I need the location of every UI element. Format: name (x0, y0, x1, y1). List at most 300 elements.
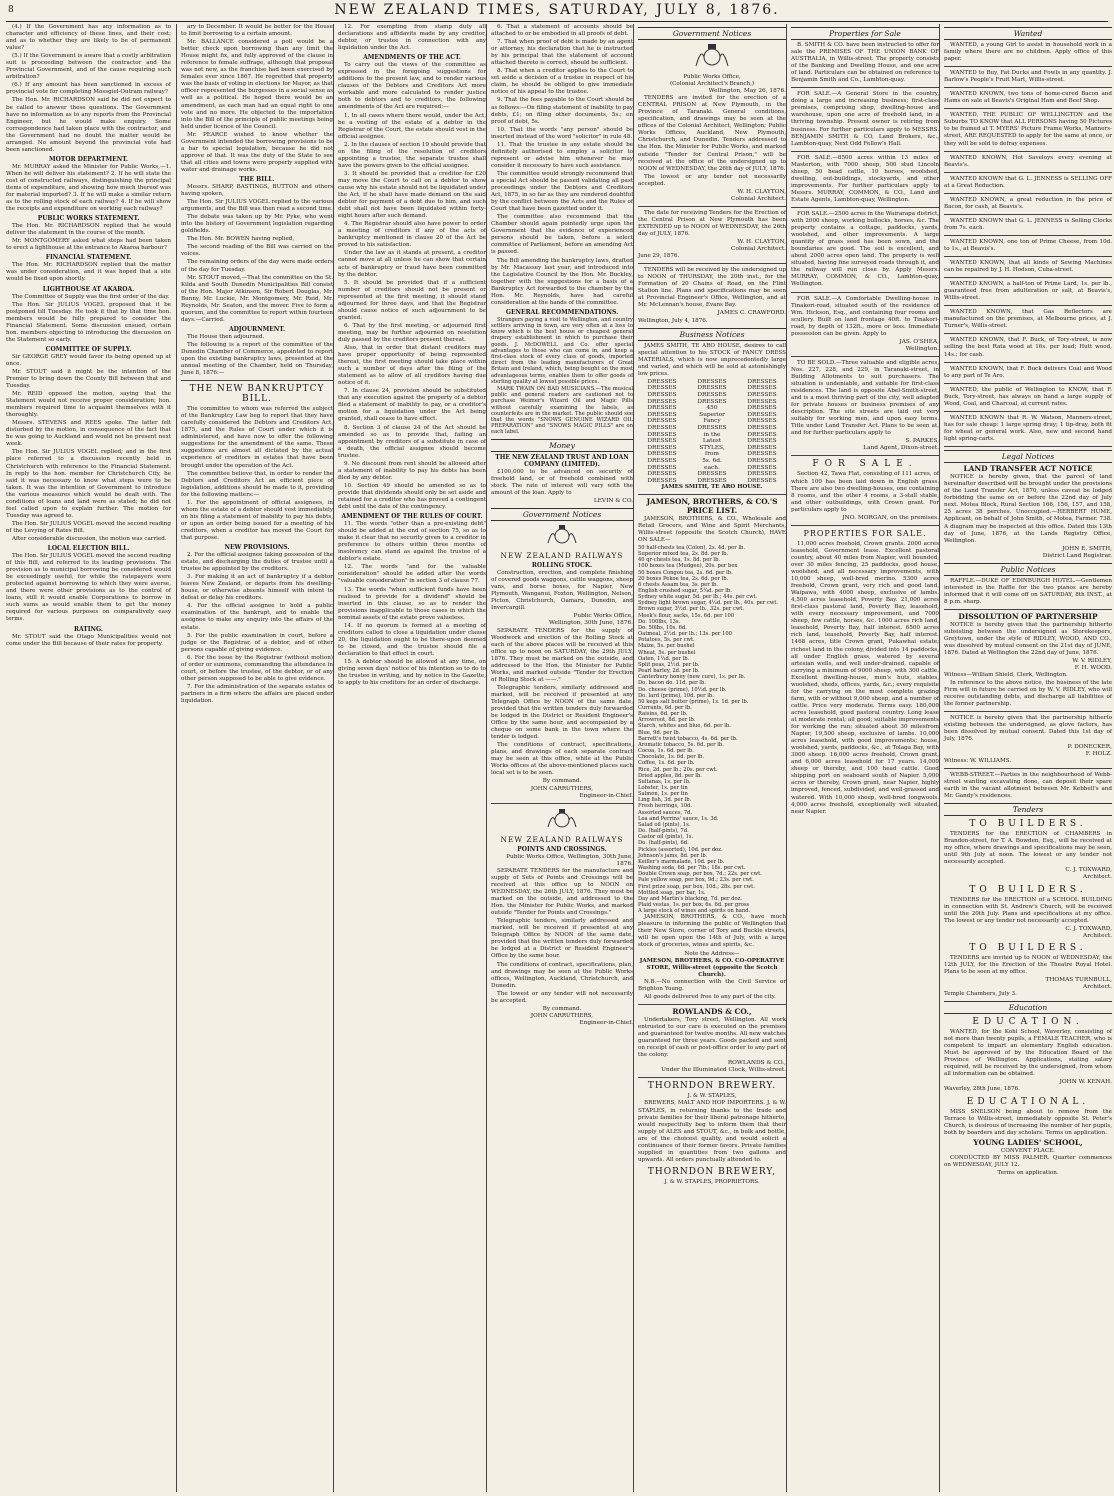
tender-signature: THOMAS TURNBULL, (1045, 976, 1112, 983)
notice-signature: JOHN E. SMITH, (1062, 545, 1112, 552)
column-7 (939, 24, 1114, 1492)
price-list-item: Maize, 5s. per bushel (638, 643, 695, 650)
price-list-item: 20 boxes Pekoe tea, 2s. 6d. per lb. (638, 575, 729, 582)
ad-signature: JNO. MORGAN, on the premises. (842, 514, 939, 521)
price-list-item: Day and Martin's blacking, 7d. per doz. (638, 895, 742, 902)
wanted-ad: WANTED KNOWN, a great reduction in the price of Bacon, for cash, at Beavis's. (944, 196, 1112, 210)
notice-witness: Witness—William Shield, Clerk, Wellington. (944, 672, 1068, 679)
dresses-cell: Superior (699, 411, 725, 418)
wanted-ad: WANTED KNOWN, Hot Saveloys every evening at Beavis's. (944, 154, 1112, 168)
price-list-item: 50 kegs salt butter (prime), 1s. 1d. per lb. (638, 698, 749, 705)
notice-body: The lowest or any tender will not necessarily be accepted. (491, 990, 633, 1004)
price-list-item: Rice, 2d. per lb.; 20s. per cwt. (638, 766, 718, 773)
ad-body: £100,000 to be advanced on security of freehold land, or of freehold combined with stock. The rate of interest will vary with the amount of the loan. Apply to (491, 468, 633, 496)
article-paragraph: The Hon. Sir JULIUS VOGEL moved the second reading of the Levying of Rates Bill. (6, 520, 171, 534)
article-paragraph: 4. The Registrar should also have power to order a meeting of creditors if any of the acts of bankruptcy mentioned in clause 20 of the Act be proved to his satisfaction. (338, 221, 486, 249)
price-list-item: 40 qr-chests tea, 1s. 8d. per lb. (638, 557, 721, 564)
notice-subtitle: ROLLING STOCK. (531, 562, 593, 570)
price-list-item: Pale yellow soap, per box, 9d.; 23s. per cwt. (638, 877, 754, 884)
divider (944, 305, 1112, 306)
section-heading: RATING. (73, 625, 104, 633)
price-list-item: Ling fish, 3d. per lb. (638, 797, 692, 804)
wanted-ad: WANTED KNOWN that G. L. JENNESS is Selling Clocks from 7s. each. (944, 217, 1112, 231)
dresses-cell: DRESSES (747, 398, 777, 405)
ad-title: JAMESON, BROTHERS, & CO.'S PRICE LIST. (646, 497, 778, 515)
masthead (0, 0, 1114, 20)
article-paragraph: Mr. BALLANCE considered a poll would be a better check upon borrowing than any limit the House might fix, and fully approved of the clause in reference to female suffrage, although that proposal was not new, as the franchise had been exercised by females ever since 1867. He regretted that property was the basis of voting in elections for Mayor, as that officer represented the burgesses in a social sense as well as a political. He hoped there would be an amendment, as each man had an equal right to one vote and no more. He objected to the importation into the Bill of the principle of public meetings being held under licence of the Council. (181, 39, 333, 130)
section-header-business: Business Notices (638, 328, 786, 341)
section-header-legal: Legal Notices (944, 450, 1112, 463)
article-paragraph: MARK TWAIN ON BAD MUSICIANS.—The musical public and general readers are cautioned not to purchase Weimer's Wizard Oil and Magic Pills without carefully examining the labels, as counterfeits are in the market. The public should see that the words "SNOWS GENUINE WIZARD OIL PREPARATION" and "SNOWS MAGIC PILLS" are on each label. (491, 386, 633, 436)
column-4 (486, 24, 637, 1492)
price-list-item: Blue, 9d. per lb. (638, 729, 681, 736)
article-paragraph: Mr. STOUT said it might be the intention of the Premier to bring down the County Bill between that and Tuesday. (6, 368, 171, 390)
notice-signature-title: Engineer-in-Chief. (579, 1019, 633, 1026)
wanted-ad: WANTED KNOWN, two tons of home-cured Bacon and Hams on sale at Beavis's Original Ham and Beef Shop. (944, 91, 1112, 105)
article-paragraph: 7. In clause 24, provision should be substituted that any execution against the property of a debtor filed a statement of inability to pay, or a creditor's motion for a liquidation under the Act being granted, shall cease to have effect. (338, 388, 486, 423)
divider (944, 333, 1112, 334)
article-paragraph: The committee would strongly recommend that a special Act should be passed validating all past proceedings under the Debtors and Creditors Act, 1875, in so far as they are rendered doubtful by the conflict between the Acts and the Rules of Court that have been gazetted under it. (491, 170, 633, 213)
notice-branch: (Colonial Architect's Branch,) (669, 81, 755, 88)
divider (638, 494, 786, 495)
section-heading: AMENDMENTS OF THE ACT. (363, 54, 461, 62)
article-paragraph: The Bill amending the bankruptcy laws, drafted by Mr. Macassey last year, and introduced into the Legislative Council by the Hon. Mr. Buckley, together with the suggestions for a basis of a Bankruptcy Act forwarded to the chamber by the Hon. Mr. Reynolds, have had careful consideration at the hands of the committee. (491, 257, 633, 306)
ad-body: N.B.—No connection with the Civil Service or Brighton Young. (638, 978, 786, 992)
price-list-item: Lobster, 1s. per tin (638, 785, 688, 792)
ad-title: FOR SALE. (812, 459, 918, 470)
notice-signature: JOHN CARRUTHERS, (530, 1012, 594, 1019)
dresses-cell: DRESSES (747, 385, 777, 392)
article-paragraph: Mr. REID opposed the motion, saying that the Statement would not receive proper consideration; hon. members required time to acquaint themselves with it thoroughly. (6, 391, 171, 419)
article-paragraph: 7. For the administration of the separate estates of partners in a firm where the affairs are placed under liquidation. (181, 683, 333, 704)
article-paragraph: The committee also recommend that the Chamber should again pointedly urge upon the Government that the evidence of experienced persons should be taken, before a select committee of Parliament, before an amending Act is passed. (491, 214, 633, 256)
divider (944, 711, 1112, 712)
dresses-cell: DRESSES (647, 457, 677, 464)
dresses-cell: Latest (702, 438, 722, 445)
tender-signature-title: Architect. (1083, 932, 1112, 939)
coat-of-arms-icon (544, 807, 580, 833)
ad-signature: JAS. O'SHEA, (899, 338, 939, 345)
article-paragraph: The following is a report of the committee of the Dunedin Chamber of Commerce, appointed to report upon the existing bankruptcy laws, presented at the annual meeting of the Chamber, held on Thursday, June 8, 1876:— (181, 341, 333, 377)
notice-witness: Witness: W. WILLIAMS. (944, 757, 1012, 764)
ad-body: Undertakers, Tory street, Wellington. All work entrusted to our care is executed on the premises and guaranteed for twelve months. All new watches guaranteed for three years. Goods packed and sent on receipt of cash or post-office order to any part of the colony. (638, 1017, 786, 1059)
newspaper-title: NEW ZEALAND TIMES, SATURDAY, JULY 8, 1876. (334, 2, 780, 18)
notice-title: NEW ZEALAND RAILWAYS (500, 834, 624, 844)
notice-body: The conditions of contract, specifications, plan, and drawings may be seen at the Public Works offices, Wellington, Auckland, Christchurch, and Dunedin. (491, 961, 633, 989)
section-heading: FINANCIAL STATEMENT. (45, 254, 132, 262)
ad-title: EDUCATIONAL. (966, 1096, 1090, 1107)
price-list-item: Wheat, 5s. per bushel (638, 649, 696, 656)
notice-date: Public Works Office, Wellington, 30th June, 1876. (506, 853, 633, 867)
price-list-item: Canterbury honey (new cure), 1s. per lb. (638, 674, 746, 681)
divider (944, 446, 1112, 447)
dresses-cell: DRESSES (747, 411, 777, 418)
wanted-ad: WANTED to Buy, Fat Ducks and Fowls in any quantity. J. Barlow's People's Fruit Mart, Willis-street. (944, 70, 1112, 84)
dresses-cell: 450 (706, 405, 718, 412)
divider (944, 66, 1112, 67)
price-list-item: A large stock of wines and spirits on hand. (638, 908, 751, 915)
article-paragraph: The Committee of Supply was the first order of the day. (12, 293, 170, 300)
article-paragraph: 10. Section 49 should be amended so as to provide that dividends should only be set aside and retained for a creditor who has proved a contingent debt until the date of the contingency. (338, 482, 486, 511)
price-list-item: Do. bacon do. 11d. per lb. (638, 680, 706, 687)
column-6 (786, 24, 943, 1492)
ad-signature-place: Wellington. (905, 345, 939, 352)
dresses-cell: DRESSES (747, 444, 777, 451)
tender-body: TENDERS are invited up to NOON of WEDNESDAY, the 12th JULY, for the Erection of the Theatre Royal Hotel. Plans to be seen at my office. (944, 954, 1112, 975)
dresses-cell: DRESSES (747, 438, 777, 445)
notice-body: In reference to the above notice, the business of the late Firm will in future be carried on by W. V. RIDLEY, who will receive outstanding debts, and discharge all liabilities of the former partnership. (944, 679, 1112, 707)
ad-signature: S. PARKES, (905, 438, 939, 445)
dresses-cell: DRESSES (747, 391, 777, 398)
notice-subtitle: POINTS AND CROSSINGS. (517, 845, 607, 853)
notice-signature-title: Colonial Architect. (731, 246, 786, 253)
notice-body: Telegraphic tenders, similarly addressed and marked, will be received if presented at any Telegraph Office by NOON of the same date, provided that the written tenders duly forwarded be lodged at a District or Resident Engineer's Office by the same hour. (491, 918, 633, 960)
ad-signature: J. & W. STAPLES, PROPRIETORS. (664, 1178, 760, 1185)
price-list-item: 6 chests Assam tea, 3s. per lb. (638, 581, 719, 588)
article-paragraph: 13. The words "when sufficient funds have been realised to provide for a dividend" should be inserted in this clause, so as to render the provisions inapplicable to those cases in which the nominal assets of the estate prove valueless. (338, 586, 486, 621)
section-header-government: Government Notices (491, 508, 633, 521)
notice-body: SEPARATE TENDERS for the supply of Woodwork and erection of the Rolling Stock at each of the above places will be received at this office up to noon on SATURDAY, the 29th JULY, 1876. They must be marked on the outside, and addressed to the Hon. the Minister for Public Works, and marked outside "Tender for Erection of Rolling Stock at ——." (491, 627, 633, 683)
tender-body: TENDERS for the ERECTION of CHAMBERS in Brandon-street, for T. A. Bowden, Esq., will be received at my office, where drawings and specifications may be seen, until 9th July at noon. The lowest or any tender not necessarily accepted. (944, 831, 1112, 866)
article-paragraph: 14. If no quorum is formed at a meeting of creditors called to close a liquidation under clause 20, the liquidation ought to be there-upon deemed to be closed, and the trustee should file a declaration to that effect in court. (338, 622, 486, 657)
coat-of-arms-icon (692, 42, 732, 72)
ad-body: B. SMITH & CO. have been instructed to offer for sale the PREMISES OF THE UNION BANK OF AUSTRALIA, in Willis-street. The property consists of the Banking and Dwelling House, and one acre of land. Particulars can be obtained on reference to Benjamin Smith and Co., Lambton-quay. (791, 42, 939, 84)
price-list-item: Salad oil (pints), 1s. (638, 821, 691, 828)
section-heading: GENERAL RECOMMENDATIONS. (505, 308, 619, 316)
column-3 (333, 24, 490, 1492)
section-header-government: Government Notices (638, 27, 786, 40)
dresses-cell: DRESSES (747, 451, 777, 458)
divider (944, 172, 1112, 173)
article-paragraph: The Hon. Mr. BOWEN having replied, (187, 236, 295, 243)
section-heading: LIGHTHOUSE AT AKAROA. (42, 285, 135, 293)
dresses-cell: in the (703, 431, 721, 438)
tender-title: TO BUILDERS. (969, 942, 1087, 953)
notice-signature: W. H. CLAYTON, (737, 239, 786, 246)
ad-body: FOR SALE.—A Comfortable Dwelling-house in Tinakori-road, situated south of the residence of Wm. Hickson, Esq., and containing four rooms and scullery. Built on land frontage 40ft. to Tinakori-road, by depth of 132ft., more or less. Immediate possession can be given. Apply to (791, 295, 939, 337)
divider (791, 455, 939, 456)
ad-body: FOR SALE.—A General Store in the country, doing a large and increasing business; first-class premises, comprising shop, dwelling-house and warehouse, upon one acre of freehold land, in a thriving township. Present owner is retiring from business. For further particulars apply to MESSRS. BENJAMIN SMITH & CO, Land Brokers, &c., Lambton-quay, Next Odd Fellow's Hall. (791, 91, 939, 147)
article-paragraph: 11. The words "other than a pre-existing debt" should be added at the end of section 75, so as to make it clear that no security given to a creditor in preference to others within three months of insolvency can stand as against the trustee of a debtor's estate. (338, 521, 486, 563)
dresses-cell: DRESSES (747, 405, 777, 412)
article-paragraph: ary to December. It would be better for the House to limit borrowing to a certain amount. (181, 24, 333, 38)
divider (638, 1004, 786, 1005)
dresses-cell: DRESSES (647, 464, 677, 471)
divider (944, 383, 1112, 384)
notice-body: NOTICE is hereby given, that the parcel of land hereinafter described will be brought under the provisions of the Land Transfer Act, 1870, unless caveat be lodged forbidding the same on or before the 22nd day of July next. Motea Block, Rural Section 166, 156, 157, and 158, 25 acres 38 perches. Unoccupied.—HERBERT HUME, Applicant, on behalf of John Smith, of Motea, Farmer. 738. A diagram may be inspected at this office. Dated this 13th day of June, 1876, at the Lands Registry Office, Wellington. (944, 474, 1112, 544)
dresses-cell: DRESSES (647, 405, 677, 412)
tender-signature: C. J. TOXWARD, (1065, 867, 1112, 874)
notice-signature: F. H. WOOD. (1074, 665, 1112, 672)
notice-signature-title: District Land Registrar. (1042, 552, 1112, 559)
price-list-item: Pickles (assorted), 10d. per doz. (638, 846, 723, 853)
price-list-item: Sultanas, 1s. per lb. (638, 778, 691, 785)
notice-body: SEPARATE TENDERS for the manufacture and supply of Sets of Points and Crossings will be received at this office up to NOON on WEDNESDAY, the 26th JULY, 1876. They must be marked on the outside, and addressed to the Hon. the Minister for Public Works, and marked outside "Tender for Points and Crossings." (491, 867, 633, 917)
price-list-item: Do. 50lbs, 10s. 6d. (638, 624, 687, 631)
tender-body: TENDERS for the ERECTION of a SCHOOL BUILDING in connection with St. Andrew's Church, will be received until the 20th July. Plans and specifications at my office. The lowest or any tender not necessarily accepted. (944, 896, 1112, 924)
ad-signature: ROWLANDS & CO., (727, 1060, 786, 1067)
notice-signature-title: Engineer-in-Chief. (579, 792, 633, 799)
price-list-item: 100 boxes tea (Mudgee), 20s. per box (638, 563, 738, 570)
notice-command: By command. (542, 1005, 582, 1012)
ad-body: 11,000 acres freehold, Crown grants. 2000 acres leasehold, Government lease. Excellent pastoral country, about 40 miles from Napier, well bounded, over 30 miles fencing, 25 paddocks, good house, woolshed, and all necessary improvements, with 10,000 sheep, well-bred merino. 5300 acres freehold, Crown grant, very rich and good land, Waipawa, with 4000 sheep, exclusive of lambs. 4,500 acres leasehold, Poverty Bay. 21,000 acres first-class pastoral land, Poverty Bay, leasehold, with every necessary improvement, and 7000 sheep, few cattle, horses, &c. 1000 acres rich land, leasehold, Poverty Bay, half interest. 6500 acres rich land, leasehold, Poverty Bay, half interest. 1468 acres, title Crown grant, Pukawhai estate; richest land in the colony, divided into 14 paddocks, all under English grass, watered by several artesian wells, and well under-drained, capable of carrying a minimum of 9000 sheep, with 300 cattle. Excellent dwelling-house, men's huts, stables, woolshed, sheds, offices, yards, &c.; every requisite for the carrying on the most complete grazing farm, with or without 9,000 sheep, and a number of cattle. Price very moderate. Terms easy. 180,000 acres leasehold, good pastoral country. Long lease at moderate rental; all good; suitable improvements for working the run; situated about 30 milesfrom Napier, 19,500 sheep, exclusive of lambs. 10,000 acres leasehold, with good improvements; house, woolshed, yards, paddocks, &c., at Tolaga Bay, with 3000 sheep. 16,000 acres freehold, Crown grant, and 6,000 acres leasehold for 17 years. 14,000 sheep or thereby, and 100 head cattle. Good shipping port on seaboard south of Napier. 5,000 acres or thereby, Crown grant, near Napier, highly improved, fenced, subdivided, and well-grassed and watered. With 10,000 sheep, well-bred longwools. 4,000 acres freehold, exceptionally well situated, near Napier. (791, 540, 939, 815)
divider (944, 214, 1112, 215)
article-paragraph: Strangers paying a visit to Wellington, and country settlers arriving in town, are very often at a loss to know which is the best house or cheapest general drapery establishment in which to purchase their goods. J. McDOWELL and Co. offer special advantages to those who can come in, and keep a first-class stock of every class of goods, imported direct from the leading manufacturers of Great Britain and Ireland, which, being bought on the most advantageous terms, enables them to offer goods of sterling quality at lowest possible prices. (491, 316, 633, 385)
price-list-item: Aromatic tobacco, 5s. 6d. per lb. (638, 741, 724, 748)
section-heading: AMENDMENT OF THE RULES OF COURT. (341, 513, 483, 521)
article-paragraph: The committee to whom was referred the subject of the Bankruptcy Law beg to report that they have carefully considered the Debtors and Creditors Act, 1875, and the Rules of Court under which it is administered, and have now to offer the following suggestions for the amendment of the same. These suggestions are almost all dictated by the actual experience of creditors in estates that have been brought under the operation of the Act. (181, 406, 333, 469)
article-paragraph: (5.) If the Government is aware that a costly arbitration suit is proceeding between the contractor and the Provincial Government, and of the cause requiring such arbitration? (6, 53, 171, 81)
price-list-item: Castor oil (pints), 1s. (638, 834, 694, 841)
dresses-cell: DRESSES (697, 391, 727, 398)
divider (181, 380, 333, 381)
dresses-cell: STYLES, (699, 444, 725, 451)
price-list-item: Arrowroot, 8d. per lb. (638, 717, 696, 724)
article-paragraph: 6. For the issue by the Registrar (without motion) of order or summons, commanding the attendance in court, or before the trustee, of the debtor, or of any other person supposed to be able to give evidence. (181, 654, 333, 682)
article-paragraph: 5. For the public examination in court, before a judge or the Registrar, of a debtor, and of other persons capable of giving evidence. (181, 632, 333, 653)
dresses-cell: DRESSES (697, 477, 727, 484)
ad-terms: Terms on application. (997, 1170, 1059, 1177)
tender-signature-title: Architect. (1083, 984, 1112, 990)
divider (944, 362, 1112, 363)
article-paragraph: The Hon. Sir JULIUS VOGEL replied to the various arguments, and the Bill was then read a second time. (181, 199, 333, 213)
tender-address: Temple Chambers, July 3. (944, 991, 1017, 998)
price-list-item: Oaten, 1¼d. per lb. (638, 655, 690, 662)
section-heading: THE BILL. (239, 175, 275, 183)
wanted-ad: WANTED KNOWN, that F. Buck, of Tory-street, is now selling the best Rata wood at 16s. per load; Hutt wood, 14s.; for cash. (944, 337, 1112, 358)
wanted-ad: WANTED KNOWN that R. W. Watson, Manners-street, has for sale cheap: 1 large spring dray; 1 tip-dray, both fit for wheat or general work. Also, new and second hand light spring-carts. (944, 414, 1112, 442)
wanted-ad: WANTED KNOWN that G. L. JENNESS is SELLING OFF at a Great Reduction. (944, 175, 1112, 189)
price-list-item: Assorted sauces, 7d. (638, 809, 693, 816)
article-paragraph: 8. Section 3 of clause 24 of the Act should be amended so as to provide that, failing an appointment by creditors of a substitute in case of a death, the official assignee should become trustee. (338, 424, 486, 459)
divider (491, 803, 633, 804)
ad-body: JAMES SMITH, TE ARO HOUSE, desires to call special attention to his STOCK of FANCY DRESS MATERIALS, which is now unprecedentedly large and varied, and which will be sold at astonishingly low prices. (638, 342, 786, 377)
divider (791, 292, 939, 293)
section-header-education: Education (944, 1001, 1112, 1014)
price-list-item: Do. (half-pints), 6d. (638, 840, 689, 847)
tender-title: TO BUILDERS. (969, 884, 1087, 895)
dresses-cell: DRESSES (697, 424, 727, 431)
wanted-ad: WANTED, THE PUBLIC OF WELLINGTON and the Suburbs TO KNOW that ALL PERSONS having 50 Pictures to be framed at T. MYERS' Picture Frame Works, Manners-street, ARE REQUESTED to apply for the same at once, or they will be sold to defray expenses. (944, 112, 1112, 147)
coat-of-arms-icon (544, 523, 580, 549)
price-list-item: Plaid vestas, 1s. per box; 6s. 6d. per gross (638, 901, 750, 908)
ad-signature-address: Under the Illuminated Clock, Willis-street. (661, 1067, 786, 1074)
price-list-item: Currants, 6d. per lb. (638, 704, 692, 711)
dresses-cell: each. (704, 464, 720, 471)
price-list-item: Double Crown soap, per box, 7d.; 22s. per cwt. (638, 871, 762, 878)
ad-address: JAMESON, BROTHERS, & CO. CO-OPERATIVE STORE, Willis-street (opposite the Scotch Church). (639, 957, 785, 978)
section-heading: PUBLIC WORKS STATEMENT. (37, 215, 140, 223)
article-paragraph: 6. That by the first meeting, or adjourned first meeting, may be further adjourned on resolution duly passed by the creditors present thereat. (338, 322, 486, 343)
section-header-properties: Properties for Sale (791, 27, 939, 40)
page-number: 8 (8, 5, 16, 15)
notice-signature-title: Colonial Architect. (731, 195, 786, 202)
dresses-cell: DRESSES (647, 431, 677, 438)
column-5 (633, 24, 790, 1492)
notice-office: Public Works Office, (683, 74, 741, 80)
dresses-cell: DRESSES (697, 385, 727, 392)
article-paragraph: Also, that in order that distant creditors may have proper opportunity of being represented thereat, the first meeting should take place within such a number of days after the filing of the statement as to allow of all creditors having due notice of it. (338, 345, 486, 387)
price-list-item: 50 half-chests tea (Colon), 2s. 4d. per lb. (638, 544, 745, 551)
price-list-item: Sydney light brown sugar, 4¼d. per lb., 40s. per cwt. (638, 600, 779, 607)
article-paragraph: The committee believe that, in order to render the Debtors and Creditors Act an efficient piece of legislation, additions should be made to it, providing for the following matters:— (181, 470, 333, 498)
price-list-item: Sydney white sugar, 5d. per lb.; 44s. per cwt. (638, 594, 758, 601)
article-paragraph: 10. That the words "any person" should be inserted instead of the word "solicitor" in rule 48. (491, 126, 633, 140)
notice-command: By command. (542, 778, 582, 785)
price-list-item: Barrett's twist tobacco, 4s. 6d. per lb. (638, 735, 738, 742)
section-heading: NEW PROVISIONS. (224, 544, 290, 552)
notice-title: LAND TRANSFER ACT NOTICE (963, 463, 1093, 473)
article-paragraph: 3. It should be provided that a creditor for £20 may move the Court to call on a debtor to show cause why his estate should not be liquidated under the Act, if he shall have made demand on the said debtor for payment of a debt due to him, and such debt shall not have been liquidated within forty-eight hours after such demand. (338, 170, 486, 220)
divider (944, 87, 1112, 88)
price-list (638, 545, 786, 914)
article-paragraph: The Hon. Mr. RICHARDSON said he did not expect to be called to answer these questions. The Government have no information as to any reports from the Provincial Engineer, but he would make enquiry. Some correspondence had taken place with the contractor, and the Government had no doubt the matter would be arranged. No amount beyond the provincial vote had been sanctioned. (6, 97, 171, 153)
notice-signature: P. DONECKER, (1067, 743, 1112, 750)
dresses-cell: Fancy (703, 418, 721, 425)
ad-signature: LEVIN & CO. (593, 497, 633, 504)
dresses-cell: DRESSES (647, 451, 677, 458)
article-paragraph: (4.) If the Government has any information as to character and efficiency of these lines, and their cost; and as to whether they are likely to be of permanent value? (6, 24, 171, 52)
price-list-item: First prize soap, per box, 10d.; 28s. per cwt. (638, 883, 755, 890)
ad-subtitle: CONVENT PLACE. (1001, 1147, 1055, 1154)
notice-body: TENDERS are invited for the erection of a CENTRAL PRISON at New Plymouth, in the Province of Taranaki. General conditions, specification, and drawings may be seen at the offices of the Colonial Architect, Wellington; Public Works Offices, Auckland, New Plymouth, Christchurch, and Dunedin. Tenders addressed to the Hon. the Minister for Public Works, and marked outside "Tender for Central Prison," will be received at the office of the undersigned up to NOON of WEDNESDAY, the 26th day of JULY, 1876. (638, 95, 786, 172)
dresses-cell: 5s. 6d. (702, 457, 722, 464)
notice-body: NOTICE is hereby given that the partnership hitherto existing between the undersigned, as glove factors, has been dissolved by mutual consent. Dated this 1st day of July, 1876. (944, 714, 1112, 742)
price-list-item: Do. (half-pints), 7d. (638, 828, 689, 835)
price-list-item: Chocolate, 1s. 6d. per lb. (638, 754, 704, 761)
ad-title: THORNDON BREWERY. (647, 1081, 777, 1092)
price-list-item: Coffee, 1s. 6d. per lb. (638, 760, 695, 767)
ad-body: BREWERS, MALT AND HOP IMPORTERS. J. & W. STAPLES, in returning thanks to the trade and private families for their liberal patronage hitherto, would respectfully beg to inform them that their supply of ALES and STOUT, &c., in bulk and bottle, are of the choicest quality, and would solicit a continuance of their former favors. Private families supplied in quantities from two gallons and upwards. All orders punctually attended to. (638, 1100, 786, 1163)
masthead-rule (6, 21, 1108, 22)
notice-body: WEBB-STREET.—Parties in the neighbourhood of Webb-street wanting excavating done, can deposit their spare earth in the vacant allotment between Mr. Kebbell's and Mr. Gandy's residences. (944, 772, 1112, 800)
ad-signature-title: Land Agent, Dixon-street. (863, 445, 939, 452)
article-paragraph: Mr. PEARCE wished to know whether the Government intended the borrowing provisions to be a bar to special legislation, because he did not approve of that. It was the duty of the State to see that all cities and towns were properly supplied with water and drainage works. (181, 131, 333, 173)
column-1 (6, 24, 175, 1492)
price-list-item: Keiller's marmalade, 10d. per lb. (638, 858, 725, 865)
notice-date: June 29, 1876. (638, 253, 680, 260)
divider (638, 1077, 786, 1078)
wanted-ad: WANTED KNOWN, one ton of Prime Cheese, from 10d. to 1s., at Beavis's. (944, 238, 1112, 252)
notice-title: DISSOLUTION OF PARTNERSHIP (958, 611, 1098, 621)
divider (944, 609, 1112, 610)
article-paragraph: The House then adjourned. (187, 333, 265, 340)
ad-signature: JOHN W. KENAH. (1059, 1079, 1112, 1086)
ad-body: CONDUCTED BY MISS PALMER. Quarter commences on WEDNESDAY, JULY 12. (944, 1154, 1112, 1168)
dresses-cell: DRESSES (697, 398, 727, 405)
price-list-item: Do. lard (prime), 10d. per lb. (638, 692, 714, 699)
divider (791, 207, 939, 208)
price-list-item: Superior mixed tea, 2s. 8d. per lb. (638, 551, 729, 558)
ad-title: PROPERTIES FOR SALE. (803, 528, 927, 538)
article-paragraph: 12. The words "and for the valuable consideration" should be added after the words "valuable consideration" in section 3 of clause 77. (338, 564, 486, 585)
price-list-item: Fresh herrings, 10d. (638, 803, 693, 810)
wanted-ad: WANTED, the public of Wellington to KNOW, that F. Buck, Tory-street, has always on hand a large supply of Wood, Coal, and Charcoal, at current rates. (944, 386, 1112, 407)
divider (944, 768, 1112, 769)
dresses-cell: DRESSES (647, 418, 677, 425)
divider (944, 151, 1112, 152)
notice-date: Wellington, July 4, 1876. (638, 317, 708, 324)
dresses-cell: DRESSES (647, 471, 677, 478)
price-list-item: Mottled soap, per bar, 1s. (638, 889, 706, 896)
notice-date: Wellington, May 26, 1876. (708, 88, 786, 95)
ad-body: JAMESON, BROTHERS, & CO., have much pleasure in informing the public of Wellington that their New Store, corner of Tory and Buckle streets, will be open upon the 14th of July, with a large stock of groceries, wines and spirits, &c. (638, 914, 786, 949)
ad-body: TO BE SOLD.—Three valuable and eligible acres, Nos. 227, 228, and 229, in Taranaki-street, in Building Allotments to suit purchasers. The situation is undeniable, and suitable for first-class residences. The land is opposite Abel-Smith-street, and is a most thriving part of the city, well adapted for private houses or business premises of any description. The site streets are laid out very suitably for working men, and upon easy terms. Title under Land Transfer Act. Plans to be seen at, and for further particulars apply to (791, 359, 939, 437)
wanted-ad: WANTED KNOWN, a half-ton of Prime Lard, 1s. per lb., guaranteed free from adulteration or salt, at Beavis's, Willis-street. (944, 281, 1112, 302)
ad-date: Waverley, 28th June, 1876. (944, 1086, 1020, 1093)
price-list-item: Oatmeal, 2½d. per lb.; 13s. per 100 (638, 631, 732, 638)
article-paragraph: 15. A debtor should be allowed at any time, on giving seven days' notice of his intention so to do to the trustee in writing, and by notice in the Gazette, to apply to his creditors for an order of discharge. (338, 658, 486, 687)
article-paragraph: 4. For the official assignee to hold a public examination of the bankrupt, and to enable the assignee to make any enquiry into the affairs of the estate. (181, 603, 333, 631)
ad-body: All goods delivered free to any part of the city. (644, 993, 776, 1000)
dresses-cell: DRESSES (747, 477, 777, 484)
price-list-item: Brown sugar, 3½d. per lb., 32s. per cwt. (638, 606, 745, 613)
article-paragraph: 1. For the appointment of official assignees, in whom the estate of a debtor should vest immediately on his filing a statement of inability to pay his debts, or upon an order being issued for a meeting of his creditors, when a creditor has moved the Court for that purpose. (181, 499, 333, 541)
article-paragraph: The Hon. Sir JULIUS VOGEL moved the second reading of this Bill, and referred to its leading provisions. The provision as to municipal borrowing be considered would be exceedingly useful, for while the ratepayers were protected against borrowing to which they were averse, and there were other provisions as to the control of loans, still it would enable Corporations to borrow in such sums as would enable them to get the money required for various purposes on comparatively easy terms. (6, 553, 171, 623)
price-list-item: Potatoes, 5s. per cwt. (638, 637, 695, 644)
article-paragraph: 3. For making it an act of bankruptcy if a debtor leaves New Zealand, or departs from his dwelling-house, or otherwise absents himself with intent to defeat or delay his creditors. (181, 574, 333, 602)
notice-body: NOTICE is hereby given that the partnership hitherto subsisting between the undersigned as Storekeepers, Greytown, under the style of RIDLEY, WOOD, AND CO., was dissolved by mutual consent on the 21st day of JUNE, 1876. Dated at Wellington the 22nd day of June, 1876. (944, 622, 1112, 657)
article-paragraph: Under the law as it stands at present, a creditor cannot move at all unless he can show that certain acts of bankruptcy or fraud have been committed by the debtor. (338, 250, 486, 278)
section-header-wanted: Wanted (944, 27, 1112, 40)
dresses-cell: DRESSES (747, 464, 777, 471)
wanted-ad: WANTED, a young Girl to assist in household work in a family where there are no children. Apply office of this paper. (944, 42, 1112, 63)
article-paragraph: The Hon. Sir JULIUS VOGEL proposed that it be postponed till Tuesday. He took it that by that time hon. members would be fully prepared to consider the Financial Statement. Some discussion ensued, certain hon. members objecting to introducing the discussion on the Statement so early. (6, 301, 171, 343)
article-paragraph: Mr. STOUT moved,—That the committee on the St. Kilda and South Dunedin Municipalities Bill consist of the Hon. Major Atkinson, Sir Robert Douglas, Mr. Bunny, Mr. Luckie, Mr. Montgomery, Mr. Reid, Mr. Reynolds, Mr. Seaton, and the mover. Five to form a quorum, and the committee to report within fourteen days.—Carried. (181, 274, 333, 323)
article-paragraph: After considerable discussion, the motion was carried. (12, 536, 167, 542)
divider (944, 108, 1112, 109)
dresses-cell: DRESSES (647, 391, 677, 398)
article-paragraph: 6. That a statement of accounts should be attached to or be embodied in all proofs of debt. (491, 24, 633, 38)
article-paragraph: Sir GEORGE GREY would favor its being opened up at once. (6, 353, 171, 367)
price-list-item: Do. 100lbs, 13s. (638, 618, 681, 625)
article-paragraph: The Hon. Mr. RICHARDSON replied that the matter was under consideration, and it was hoped that a site would be fixed upon shortly. (6, 262, 171, 283)
divider (791, 151, 939, 152)
article-paragraph: Mr. MONTGOMERY asked what steps had been taken to erect a lighthouse at the entrance to Akaroa harbour? (6, 238, 171, 252)
dresses-cell: DRESSES (747, 418, 777, 425)
ad-body: WANTED, for the Kohl School, Waverley, consisting of not more than twenty pupils, a FEMALE TEACHER, who is competent to impart an elementary English education. Must be approved of by the Education Board of the Province of Wellington. Applications, stating salary required, will be received by the undersigned, from whom all information can be obtained. (944, 1029, 1112, 1078)
article-paragraph: The Hon. Mr. RICHARDSON replied that he would deliver the statement in the course of the month. (6, 223, 171, 237)
price-list-item: Meek's flour, sacks, 15s. 6d. per 100 (638, 612, 735, 619)
price-list-item: Raisins, 6d. per lb. (638, 711, 688, 718)
divider (944, 256, 1112, 257)
article-paragraph: 12. For exempting from stamp duty all declarations and affidavits made by any creditor, debtor, or trustee in connection with any liquidation under the Act. (338, 24, 486, 52)
ad-body: FOR SALE.—8500 acres within 13 miles of Masterton, with 7000 sheep, 500 stud Lincoln sheep, 50 head cattle, 10 horses, woolshed, dwelling, out-buildings, stockyards, and other improvements. For further particulars apply to Messrs. MURRAY, COMMON, & CO., Land and Estate Agents, Lambton-quay, Wellington. (791, 154, 939, 203)
dresses-cell: DRESSES (647, 438, 677, 445)
price-list-item: Starch, whites and blue, 6d. per lb. (638, 723, 731, 730)
ad-body: FOR SALE.—2500 acres in the Wairarapa district, with 2000 sheep, working bullocks, horses, &c. The property contains a cottage, paddocks, yards, woolshed, and other improvements. A large quantity of grass seed has been sown, and the boundaries are good. The soil is excellent, and about 2000 acres open land. The property is well situated, having fine surveyed roads through it, and the railway will run close by. Apply Messrs. MURRAY, COMMON, & CO., Lambton-quay, Wellington. (791, 210, 939, 288)
article-paragraph: 11. That the trustee in any estate should be definitely authorised to employ a solicitor to represent or advise him whenever he may consider it necessary to have such assistance. (491, 141, 633, 169)
dresses-list (638, 379, 786, 485)
divider (944, 193, 1112, 194)
article-paragraph: Mr. STOUT said the Otago Municipalities would not come under the Bill because of their rates for property. (6, 633, 171, 647)
notice-body: Telegraphic tenders, similarly addressed and marked, will be received if presented at any Telegraph Office by NOON of the same date, provided that the written tenders duly forwarded be lodged in the District or Resident Engineer's Office by the same hour, and accompanied by a cheque on some bank in the town where the tender is lodged. (491, 684, 633, 741)
notice-body: The date for receiving Tenders for the Erection of the Central Prison at New Plymouth has been EXTENDED up to NOON of WEDNESDAY, the 26th day of JULY, 1876. (638, 209, 786, 237)
tender-signature-title: Architect. (1083, 874, 1112, 881)
article-paragraph: Messrs. STEVENS and REES spoke. The latter felt disturbed by the motion, in consequence of the fact that he was going to Auckland and would not be present next week. (6, 420, 171, 448)
divider (791, 87, 939, 88)
article-paragraph: 9. No discount from rent should be allowed after a statement of inability to pay his debts has been filed by any debtor. (338, 460, 486, 481)
dresses-cell: DRESSES (647, 411, 677, 418)
divider (944, 235, 1112, 236)
ad-body: MISS SNELSON being about to remove from the Terrace to Willis-street, immediately opposite St. Peter's Church, is desirous of increasing the number of her pupils, both by boarders and day scholars. Terms on application. (944, 1108, 1112, 1136)
dresses-cell: DRESSES (747, 457, 777, 464)
article-title: THE NEW BANKRUPTCY BILL. (189, 384, 325, 405)
section-heading: MOTOR DEPARTMENT. (49, 155, 128, 163)
section-header-tenders: Tenders (944, 803, 1112, 816)
price-list-item: English crushed sugar, 5¼d. per lb. (638, 588, 732, 595)
notice-body: Construction, erection, and complete finishing of covered goods waggons, cattle waggons, sheep vans, and horse boxes, for Napier, New Plymouth, Wanganui, Foxton, Wellington, Nelson, Picton, Christchurch, Oamaru, Dunedin, and Invercargill. (491, 570, 633, 612)
